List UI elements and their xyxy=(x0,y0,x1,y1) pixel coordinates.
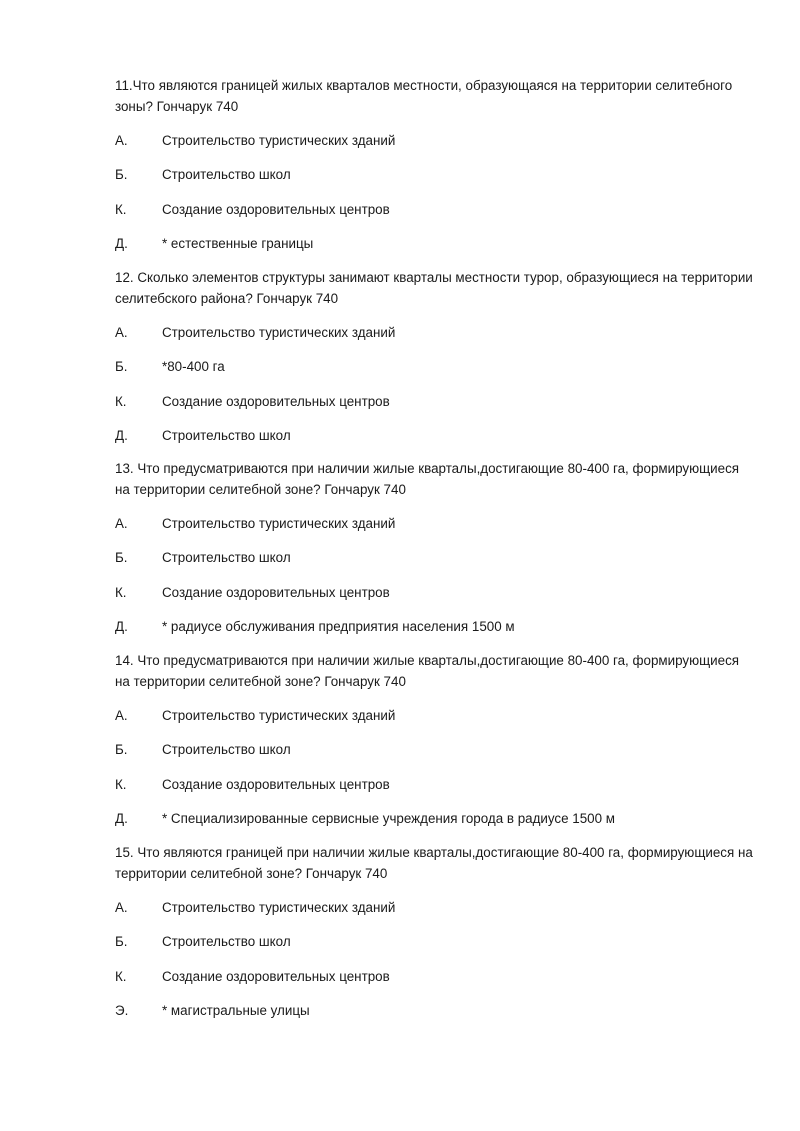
option-a xyxy=(115,897,755,918)
option-letter: А. xyxy=(115,708,128,723)
option-text: Строительство туристических зданий xyxy=(162,133,396,148)
option-letter: К. xyxy=(115,393,127,409)
option-letter: Д. xyxy=(115,427,128,443)
option-a xyxy=(115,322,755,343)
question-15 xyxy=(115,842,755,1034)
option-list xyxy=(115,513,755,637)
option-d xyxy=(115,233,755,254)
option-text: * радиусе обслуживания предприятия населения 1500 м xyxy=(162,618,515,634)
option-text: Строительство школ xyxy=(162,742,291,758)
option-text: * естественные границы xyxy=(162,235,314,251)
option-list xyxy=(115,130,755,254)
option-d xyxy=(115,808,755,829)
question-13 xyxy=(115,458,755,650)
option-text: Создание оздоровительных центров xyxy=(162,393,390,409)
option-b xyxy=(115,931,755,952)
option-letter: Б. xyxy=(115,167,128,183)
option-text: Строительство туристических зданий xyxy=(162,516,396,531)
option-letter: К. xyxy=(115,968,127,984)
option-text: Строительство туристических зданий xyxy=(162,325,396,340)
option-c xyxy=(115,391,755,412)
option-letter: К. xyxy=(115,201,127,217)
option-c xyxy=(115,582,755,603)
option-letter: Б. xyxy=(115,742,128,758)
option-text: Строительство школ xyxy=(162,934,291,950)
option-letter: Д. xyxy=(115,235,128,251)
option-text: Строительство туристических зданий xyxy=(162,708,396,723)
option-list xyxy=(115,897,755,1021)
option-letter: А. xyxy=(115,900,128,915)
option-b xyxy=(115,739,755,760)
option-b xyxy=(115,356,755,377)
option-b xyxy=(115,164,755,185)
question-text: 11.Что являются границей жилых кварталов местности, образующаяся на территории селитебного зоны? Гончарук 740 xyxy=(115,78,733,114)
option-letter: А. xyxy=(115,133,128,148)
option-c xyxy=(115,966,755,987)
option-text: * магистральные улицы xyxy=(162,1002,310,1018)
question-text: 15. Что являются границей при наличии жилые кварталы,достигающие 80-400 га, формирующиеся на территории селитебной зоне? Гончарук 740 xyxy=(115,845,753,881)
option-letter: К. xyxy=(115,584,127,600)
option-letter: А. xyxy=(115,325,128,340)
option-text: *80-400 га xyxy=(162,359,225,375)
question-text: 14. Что предусматриваются при наличии жилые кварталы,достигающие 80-400 га, формирующиеся на территории селитебной зоне? Гончарук 740 xyxy=(115,653,740,689)
option-letter: Д. xyxy=(115,810,128,826)
option-letter: Б. xyxy=(115,359,128,375)
question-11 xyxy=(115,75,755,267)
option-text: Создание оздоровительных центров xyxy=(162,968,390,984)
option-letter: А. xyxy=(115,516,128,531)
option-d xyxy=(115,616,755,637)
option-text: Строительство школ xyxy=(162,427,291,443)
option-text: Строительство школ xyxy=(162,550,291,566)
option-a xyxy=(115,513,755,534)
option-list xyxy=(115,705,755,829)
option-text: Создание оздоровительных центров xyxy=(162,584,390,600)
option-c xyxy=(115,199,755,220)
option-list xyxy=(115,322,755,446)
option-a xyxy=(115,130,755,151)
question-14 xyxy=(115,650,755,842)
option-letter: Э. xyxy=(115,1002,129,1018)
option-c xyxy=(115,774,755,795)
option-text: Строительство школ xyxy=(162,167,291,183)
question-text: 12. Сколько элементов структуры занимают кварталы местности турор, образующиеся на территории селитебского района? Гончарук 740 xyxy=(115,270,753,306)
option-letter: Б. xyxy=(115,934,128,950)
option-d xyxy=(115,425,755,446)
question-12 xyxy=(115,267,755,459)
option-text: Создание оздоровительных центров xyxy=(162,201,390,217)
option-text: Создание оздоровительных центров xyxy=(162,776,390,792)
option-letter: К. xyxy=(115,776,127,792)
question-text: 13. Что предусматриваются при наличии жилые кварталы,достигающие 80-400 га, формирующиеся на территории селитебной зоне? Гончарук 740 xyxy=(115,461,740,497)
option-d xyxy=(115,1000,755,1021)
option-text: Строительство туристических зданий xyxy=(162,900,396,915)
option-letter: Б. xyxy=(115,550,128,566)
option-letter: Д. xyxy=(115,618,128,634)
option-text: * Специализированные сервисные учреждения города в радиусе 1500 м xyxy=(162,810,616,826)
option-b xyxy=(115,547,755,568)
option-a xyxy=(115,705,755,726)
